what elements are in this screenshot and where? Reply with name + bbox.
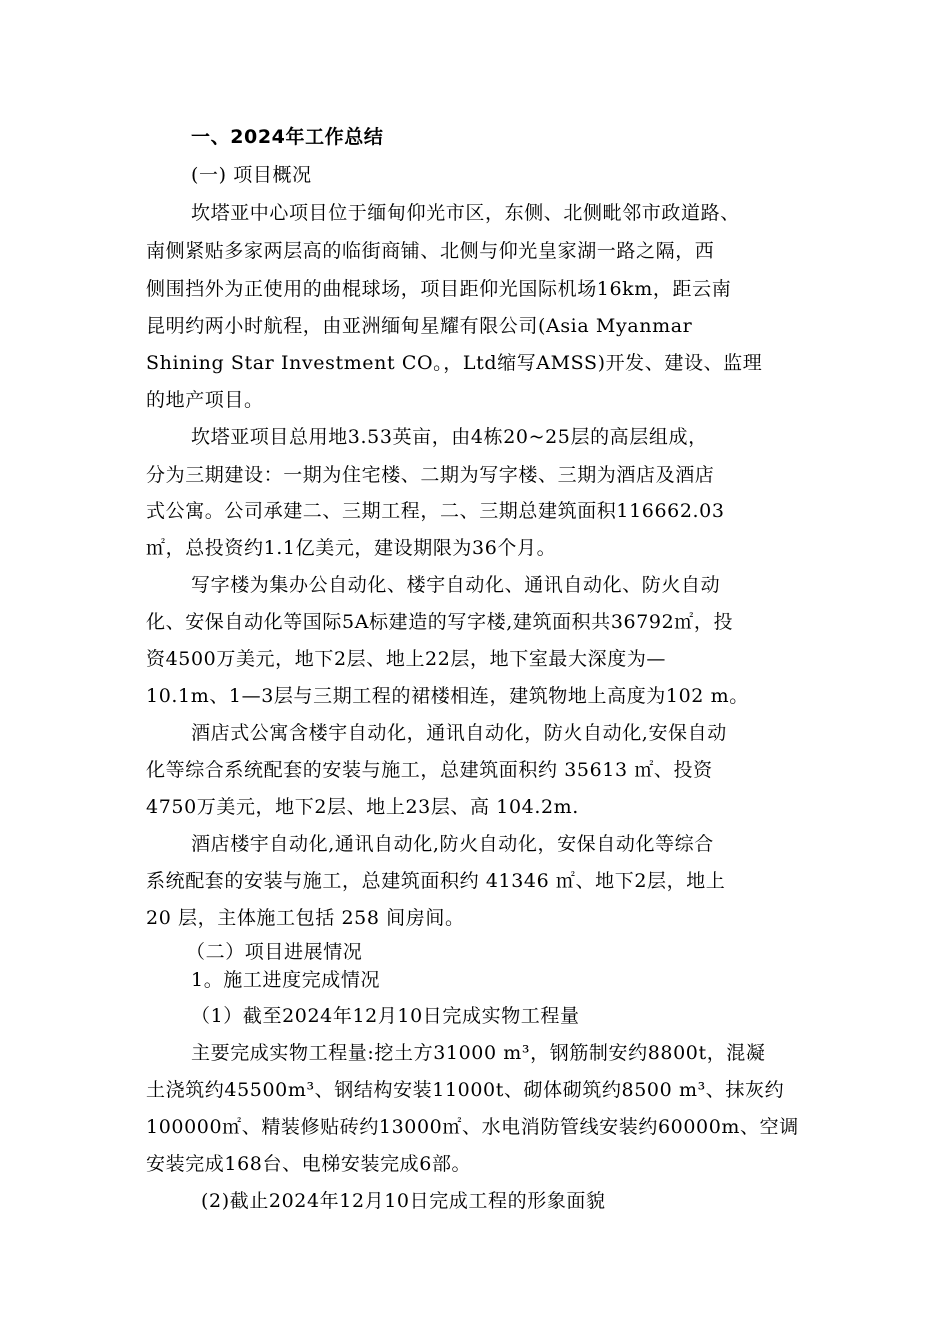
paragraph-line: 侧围挡外为正使用的曲棍球场，项目距仰光国际机场16km，距云南 [146, 278, 732, 300]
paragraph-line: 4750万美元，地下2层、地上23层、高 104.2m. [146, 796, 579, 818]
paragraph-line: ㎡，总投资约1.1亿美元，建设期限为36个月。 [146, 537, 557, 559]
list-heading: 1。施工进度完成情况 [191, 969, 381, 991]
section-heading: 一、2024年工作总结 [191, 126, 384, 148]
paragraph-line: 昆明约两小时航程，由亚洲缅甸星耀有限公司(Asia Myanmar [146, 315, 693, 337]
paragraph-line: 酒店楼宇自动化,通讯自动化,防火自动化，安保自动化等综合 [191, 833, 714, 855]
paragraph-line: 坎塔亚项目总用地3.53英亩，由4栋20~25层的高层组成， [191, 426, 708, 448]
paragraph-line: 化等综合系统配套的安装与施工，总建筑面积约 35613 ㎡、投资 [146, 759, 713, 781]
paragraph-line: 100000㎡、精装修贴砖约13000㎡、水电消防管线安装约60000m、空调 [146, 1116, 799, 1138]
paragraph-line: 20 层，主体施工包括 258 间房间。 [146, 907, 465, 929]
list-item: （1）截至2024年12月10日完成实物工程量 [191, 1005, 580, 1027]
paragraph-line: Shining Star Investment CO。，Ltd缩写AMSS)开发、建设、监理 [146, 352, 763, 374]
paragraph-line: 式公寓。公司承建二、三期工程，二、三期总建筑面积116662.03 [146, 500, 725, 522]
paragraph-line: 写字楼为集办公自动化、楼宇自动化、通讯自动化、防火自动 [191, 574, 721, 596]
list-item: (2)截止2024年12月10日完成工程的形象面貌 [201, 1190, 606, 1212]
subsection-heading: (一) 项目概况 [191, 164, 312, 186]
paragraph-line: 酒店式公寓含楼宇自动化，通讯自动化，防火自动化,安保自动 [191, 722, 727, 744]
paragraph-line: 资4500万美元，地下2层、地上22层，地下室最大深度为— [146, 648, 667, 670]
subsection-heading: （二）项目进展情况 [186, 941, 363, 963]
paragraph-line: 坎塔亚中心项目位于缅甸仰光市区，东侧、北侧毗邻市政道路、 [191, 202, 740, 224]
paragraph-line: 的地产项目。 [146, 389, 264, 411]
paragraph-line: 化、安保自动化等国际5A标建造的写字楼,建筑面积共36792㎡，投 [146, 611, 734, 633]
paragraph-line: 土浇筑约45500m³、钢结构安装11000t、砌体砌筑约8500 m³、抹灰约 [146, 1079, 785, 1101]
paragraph-line: 系统配套的安装与施工，总建筑面积约 41346 ㎡、地下2层，地上 [146, 870, 726, 892]
paragraph-line: 分为三期建设：一期为住宅楼、二期为写字楼、三期为酒店及酒店 [146, 464, 715, 486]
paragraph-line: 安装完成168台、电梯安装完成6部。 [146, 1153, 472, 1175]
paragraph-line: 主要完成实物工程量:挖土方31000 m³，钢筋制安约8800t，混凝 [191, 1042, 766, 1064]
paragraph-line: 南侧紧贴多家两层高的临街商铺、北侧与仰光皇家湖一路之隔，西 [146, 240, 715, 262]
paragraph-line: 10.1m、1—3层与三期工程的裙楼相连，建筑物地上高度为102 m。 [146, 685, 749, 707]
